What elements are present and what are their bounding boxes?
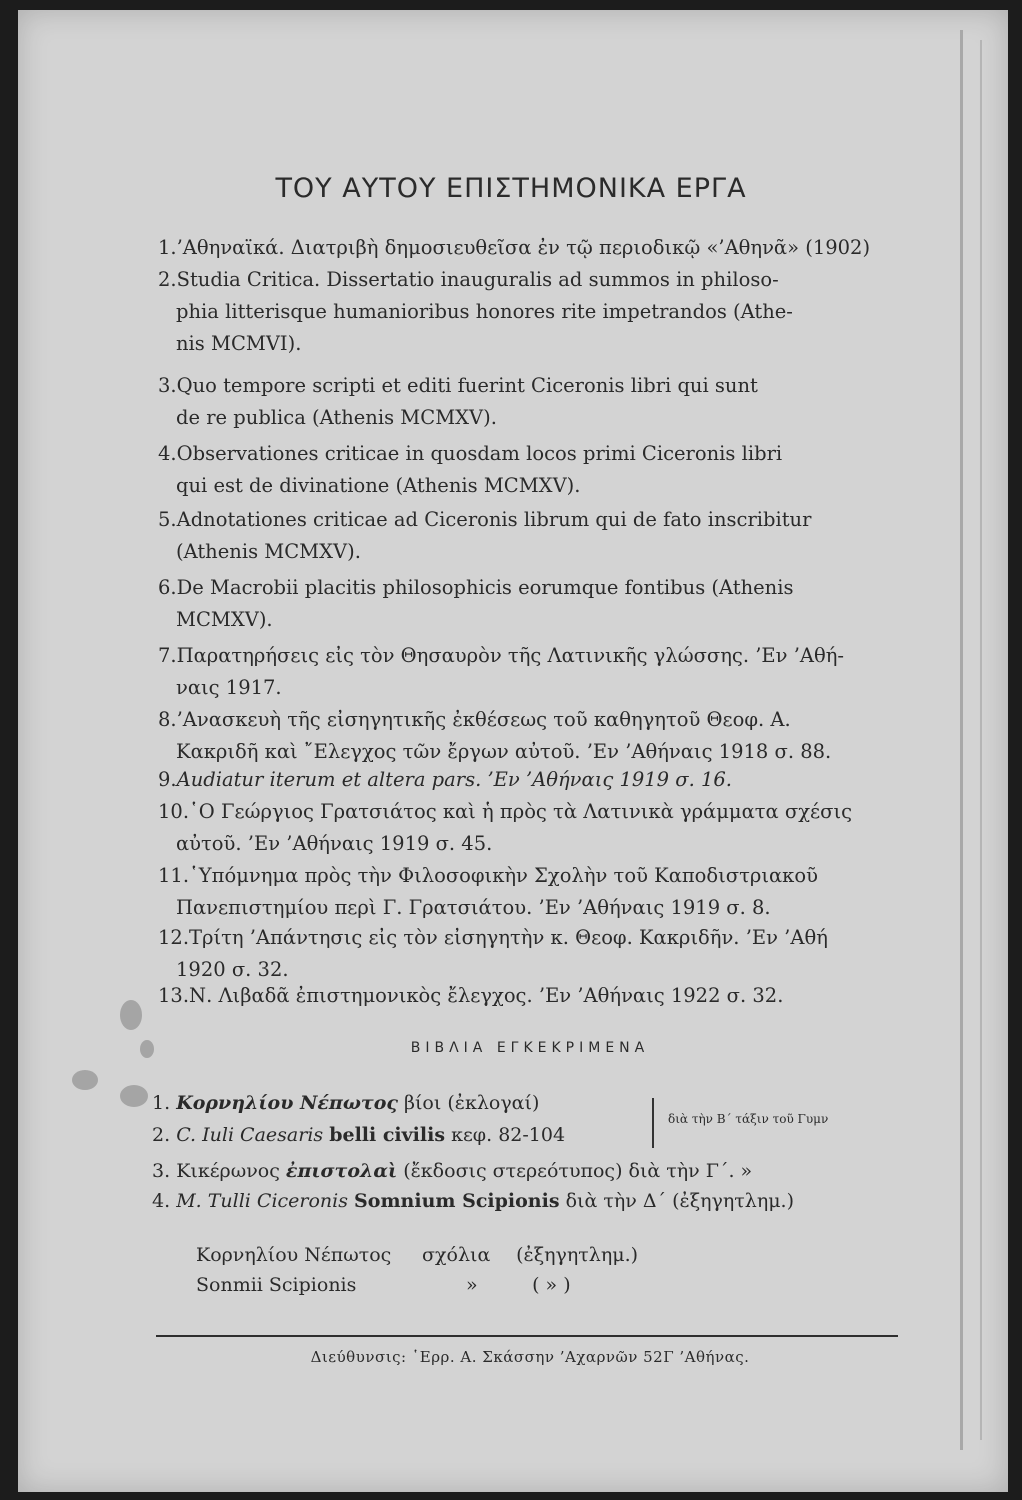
commentary-item <box>196 1244 638 1266</box>
work-number: 6. <box>158 576 177 599</box>
work-number: 7. <box>158 644 177 667</box>
page-heading: ΤΟΥ ΑΥΤΟΥ ΕΠΙΣΤΗΜΟΝΙΚΑ ΕΡΓΑ <box>275 173 747 204</box>
footer-divider <box>156 1335 898 1337</box>
work-line: ῾Ο Γεώργιος Γρατσιάτος καὶ ἡ πρὸς τὰ Λατινικὰ γράμματα σχέσις <box>189 800 853 823</box>
work-line: De Macrobii placitis philosophicis eorumque fontibus (Athenis <box>176 576 794 599</box>
work-line: ναις 1917. <box>176 676 282 699</box>
commentary-work: Sonmii Scipionis <box>196 1274 357 1296</box>
book-author: M. Tulli Ciceronis <box>176 1190 348 1212</box>
work-item <box>158 504 906 568</box>
work-item <box>158 704 906 768</box>
commentary-note: ( » ) <box>532 1274 571 1296</box>
books-class-note: διὰ τὴν Β΄ τάξιν τοῦ Γυμν <box>668 1112 829 1126</box>
ink-stain <box>120 1000 142 1030</box>
work-number: 11. <box>158 864 190 887</box>
book-title: belli civilis <box>329 1124 446 1146</box>
page-fold-edge-outer <box>980 40 982 1440</box>
work-item <box>158 572 906 636</box>
work-number: 8. <box>158 708 177 731</box>
work-item <box>158 370 906 434</box>
work-line: ’Ανασκευὴ τῆς εἰσηγητικῆς ἐκθέσεως τοῦ καθηγητοῦ Θεοφ. Α. <box>176 708 791 731</box>
book-number: 3. <box>152 1160 171 1182</box>
commentary-work: Κορνηλίου Νέπωτος <box>196 1244 392 1266</box>
work-line: Observationes criticae in quosdam locos primi Ciceronis libri <box>176 442 783 465</box>
books-heading: ΒΙΒΛΙΑ ΕΓΚΕΚΡΙΜΕΝΑ <box>410 1040 650 1056</box>
work-line: (Athenis MCMXV). <box>176 540 361 563</box>
book-title: Somnium Scipionis <box>354 1190 560 1212</box>
work-line: Ν. Λιβαδᾶ ἐπιστημονικὸς ἔλεγχος. ’Εν ’Αθήναις 1922 σ. 32. <box>189 984 784 1007</box>
work-line: Τρίτη ’Απάντησις εἰς τὸν εἰσηγητὴν κ. Θεοφ. Κακριδῆν. ’Εν ’Αθή <box>189 926 828 949</box>
work-number: 5. <box>158 508 177 531</box>
work-line: nis MCMVI). <box>176 332 302 355</box>
work-line: phia litterisque humanioribus honores rite impetrandos (Athe- <box>176 300 793 323</box>
book-item <box>152 1160 752 1182</box>
work-line: de re publica (Athenis MCMXV). <box>176 406 497 429</box>
books-brace <box>652 1098 654 1148</box>
book-detail: (ἐκλογαί) <box>447 1092 540 1114</box>
work-line: Audiatur iterum et altera pars. ’Εν ’Αθήναις 1919 σ. 16. <box>176 768 733 791</box>
work-number: 12. <box>158 926 190 949</box>
book-author: C. Iuli Caesaris <box>176 1124 324 1146</box>
book-item <box>152 1124 565 1146</box>
publisher-address: Διεύθυνσις: ῾Ερρ. Α. Σκάσσην ’Αχαρνῶν 52Γ ’Αθήνας. <box>310 1348 750 1366</box>
work-item <box>158 860 906 924</box>
book-title: ἐπιστολαὶ <box>285 1160 398 1182</box>
work-line: ’Αθηναϊκά. Διατριβὴ δημοσιευθεῖσα ἐν τῷ περιοδικῷ «’Αθηνᾶ» (1902) <box>176 236 871 259</box>
work-item <box>158 640 906 704</box>
book-number: 4. <box>152 1190 171 1212</box>
work-item <box>158 980 906 1012</box>
work-item <box>158 438 906 502</box>
book-number: 2. <box>152 1124 171 1146</box>
work-line: Πανεπιστημίου περὶ Γ. Γρατσιάτου. ’Εν ’Αθήναις 1919 σ. 8. <box>176 896 771 919</box>
work-number: 3. <box>158 374 177 397</box>
commentary-item <box>196 1274 571 1296</box>
work-line: 1920 σ. 32. <box>176 958 289 981</box>
work-item <box>158 232 906 264</box>
commentary-type: » <box>466 1274 478 1296</box>
work-item <box>158 764 906 796</box>
ink-stain <box>120 1085 148 1107</box>
work-line: αὐτοῦ. ’Εν ’Αθήναις 1919 σ. 45. <box>176 832 493 855</box>
work-line: Studia Critica. Dissertatio inauguralis ad summos in philoso- <box>176 268 779 291</box>
page-fold-edge <box>960 30 963 1450</box>
book-author: Κικέρωνος <box>176 1160 280 1182</box>
book-author: Κορνηλίου Νέπωτος <box>176 1092 398 1114</box>
work-item <box>158 264 906 360</box>
work-number: 2. <box>158 268 177 291</box>
book-detail: (ἔκδοσις στερεότυπος) διὰ τὴν Γ΄. » <box>403 1160 753 1182</box>
work-number: 10. <box>158 800 190 823</box>
work-line: Quo tempore scripti et editi fuerint Ciceronis libri qui sunt <box>176 374 758 397</box>
book-title: βίοι <box>403 1092 442 1114</box>
book-number: 1. <box>152 1092 171 1114</box>
work-line: ῾Υπόμνημα πρὸς τὴν Φιλοσοφικὴν Σχολὴν τοῦ Καποδιστριακοῦ <box>189 864 818 887</box>
work-number: 9. <box>158 768 177 791</box>
ink-stain <box>72 1070 98 1090</box>
commentary-type: σχόλια <box>422 1244 491 1266</box>
work-item <box>158 922 906 986</box>
work-number: 4. <box>158 442 177 465</box>
commentary-note: (ἐξηγητλημ.) <box>516 1244 639 1266</box>
work-number: 13. <box>158 984 190 1007</box>
work-number: 1. <box>158 236 177 259</box>
work-line: MCMXV). <box>176 608 273 631</box>
work-line: Adnotationes criticae ad Ciceronis librum qui de fato inscribitur <box>176 508 812 531</box>
book-item <box>152 1190 794 1212</box>
book-detail: κεφ. 82-104 <box>451 1124 566 1146</box>
work-line: qui est de divinatione (Athenis MCMXV). <box>176 474 581 497</box>
work-item <box>158 796 906 860</box>
book-detail: διὰ τὴν Δ΄ (ἐξηγητλημ.) <box>565 1190 795 1212</box>
work-line: Κακριδῆ καὶ ῎Ελεγχος τῶν ἔργων αὐτοῦ. ’Εν ’Αθήναις 1918 σ. 88. <box>176 740 832 763</box>
book-item <box>152 1092 539 1114</box>
work-line: Παρατηρήσεις εἰς τὸν Θησαυρὸν τῆς Λατινικῆς γλώσσης. ’Εν ’Αθή- <box>176 644 844 667</box>
